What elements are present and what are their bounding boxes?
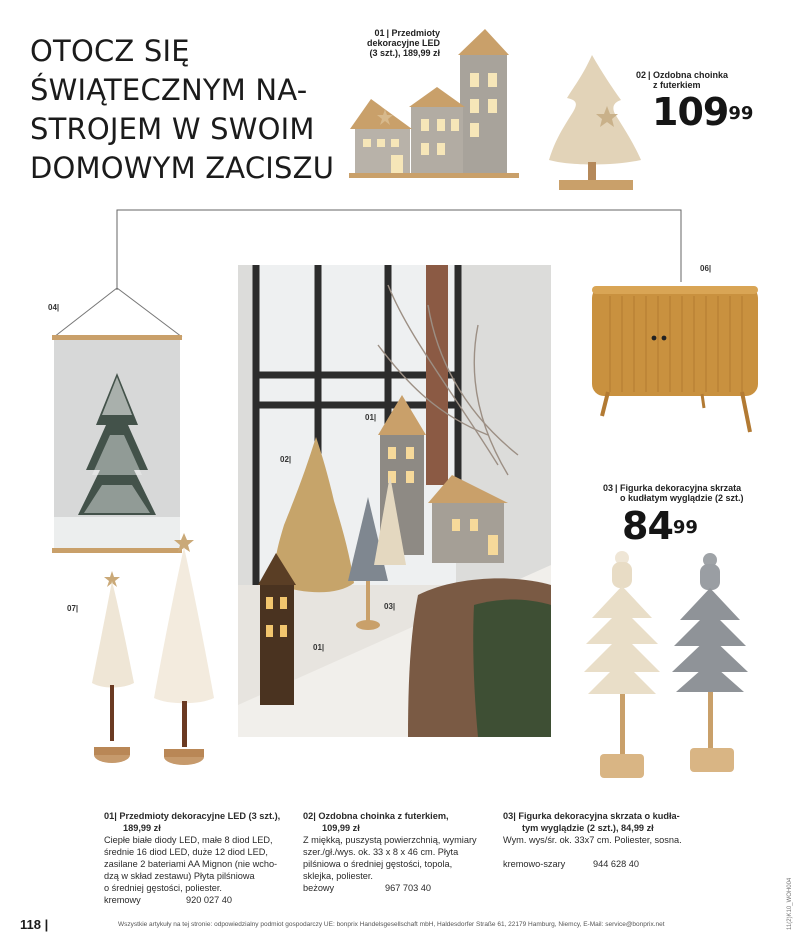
fur-tree-image[interactable] [545, 50, 645, 195]
product-03-title-2: o kudłatym wyglądzie (2 szt.) [620, 493, 744, 503]
photo-callout-01-top: 01| [365, 413, 377, 422]
description-01: 01| Przedmioty dekoracyjne LED (3 szt.), 189,99 zł Ciepłe białe diody LED, małe 8 diod LED, średnie 16 diod LED, duże 12 diod LED, zasilane 2 bateriami AA Mignon (nie wcho- dzą w skład zestawu) Płyta pilśniowa o średniej gęstości, poliester. kremowy 920 027 40 [104, 810, 304, 906]
product-06-label: 06| [700, 264, 712, 273]
description-01-body-4: dzą w skład zestawu) Płyta pilśniowa [104, 871, 255, 881]
description-02: 02| Ozdobna choinka z futerkiem, 109,99 zł Z miękką, puszystą powierzchnią, wymiary szer./gł./wys. ok. 33 x 8 x 46 cm. Płyta pilśniowa o średniej gęstości, topola, sklejka, poliester. beżowy 967 703 40 [303, 810, 503, 894]
product-02-title-2: z futerkiem [653, 80, 701, 90]
product-02-number: 02 [636, 70, 647, 80]
description-03-body-1: Wym. wys/śr. ok. 33x7 cm. Poliester, sosna. [503, 835, 682, 845]
product-03-price-cents: 99 [672, 517, 698, 538]
photo-callout-01-bottom: 01| [313, 643, 325, 652]
product-07-label: 07| [67, 604, 79, 613]
description-01-variant: kremowy [104, 895, 141, 905]
description-02-title-1: Ozdobna choinka z futerkiem, [318, 811, 449, 821]
gnome-figures-image[interactable] [578, 548, 753, 783]
product-03-label: 03 | Figurka dekoracyjna skrzata o kudłatym wyglądzie (2 szt.) [603, 483, 744, 503]
product-03-title-1: Figurka dekoracyjna skrzata [620, 483, 742, 493]
product-02-price-cents: 99 [728, 103, 754, 124]
description-03-num: 03 [503, 811, 514, 821]
page-headline [30, 32, 335, 188]
description-01-body-5: o średniej gęstości, poliester. [104, 883, 222, 893]
page-number: 118 | [20, 917, 49, 932]
fur-trees-pair-image[interactable] [84, 533, 219, 773]
description-01-title-2: 189,99 zł [123, 823, 161, 833]
product-01-title-2: dekoracyjne LED [366, 38, 440, 48]
photo-callout-03-num: 03 [384, 602, 393, 611]
description-03-title-1: Figurka dekoracyjna skrzata o kudła- [518, 811, 680, 821]
description-01-num: 01 [104, 811, 115, 821]
description-02-body-1: Z miękką, puszystą powierzchnią, wymiary [303, 835, 477, 845]
headline-line-2: ŚWIĄTECZNYM NA- [30, 73, 308, 107]
product-04-label: 04| [48, 303, 60, 312]
product-02-price [652, 92, 753, 132]
product-01-title-3: (3 szt.), 189,99 zł [369, 48, 440, 58]
product-07-number: 07 [67, 604, 76, 613]
headline-line-4: DOMOWYM ZACISZU [30, 151, 335, 185]
description-03-title-2: tym wyglądzie (2 szt.), 84,99 zł [522, 823, 654, 833]
wall-hanging-image[interactable] [50, 285, 186, 560]
headline-line-3: STROJEM W SWOIM [30, 112, 315, 146]
led-houses-image[interactable] [345, 25, 525, 180]
sideboard-image[interactable] [590, 282, 762, 438]
footer-legal-text: Wszystkie artykuły na tej stronie: odpowiedzialny podmiot gospodarczy UE: bonprix Handelsgesellschaft mbH, Haldesdorfer Straße 61, 22179 Hamburg, Niemcy, E-Mail: service@bonprix.net [118, 921, 665, 928]
product-01-title-1: Przedmioty [391, 28, 440, 38]
description-02-variant: beżowy [303, 883, 335, 893]
product-04-number: 04 [48, 303, 57, 312]
description-02-num: 02 [303, 811, 314, 821]
side-catalog-code: 11(2)K10_WOH004 [787, 877, 793, 930]
product-02-label: 02 | Ozdobna choinka z futerkiem [636, 70, 729, 90]
product-06-number: 06 [700, 264, 709, 273]
description-03-variant: kremowo-szary [503, 859, 566, 869]
page-number-value: 118 [20, 917, 41, 932]
photo-callout-01-top-num: 01 [365, 413, 374, 422]
product-03-price-main: 84 [622, 504, 673, 548]
description-02-body-3: pilśniowa o średniej gęstości, topola, [303, 859, 453, 869]
product-03-price [622, 506, 698, 546]
product-03-number: 03 [603, 483, 614, 493]
product-02-title-1: Ozdobna choinka [653, 70, 729, 80]
headline-line-1: OTOCZ SIĘ [30, 34, 190, 68]
description-02-body-2: szer./gł./wys. ok. 33 x 8 x 46 cm. Płyta [303, 847, 459, 857]
photo-callout-01-bottom-num: 01 [313, 643, 322, 652]
description-01-body-2: średnie 16 diod LED, duże 12 diod LED, [104, 847, 268, 857]
product-02-price-main: 109 [652, 90, 729, 134]
lifestyle-photo[interactable] [238, 265, 551, 737]
description-02-body-4: sklejka, poliester. [303, 871, 373, 881]
description-03: 03| Figurka dekoracyjna skrzata o kudła- tym wyglądzie (2 szt.), 84,99 zł Wym. wys/śr. ok. 33x7 cm. Poliester, sosna. kremowo-szary 944 628 40 [503, 810, 713, 870]
product-01-label: 01 | Przedmioty dekoracyjne LED (3 szt.), 189,99 zł [352, 28, 440, 58]
description-02-title-2: 109,99 zł [322, 823, 360, 833]
description-01-body-1: Ciepłe białe diody LED, małe 8 diod LED, [104, 835, 273, 845]
photo-callout-02-num: 02 [280, 455, 289, 464]
description-01-title-1: Przedmioty dekoracyjne LED (3 szt.), [119, 811, 281, 821]
product-01-number: 01 [374, 28, 385, 38]
photo-callout-03: 03| [384, 602, 396, 611]
description-02-code: 967 703 40 [385, 883, 431, 893]
photo-callout-02: 02| [280, 455, 292, 464]
description-01-body-3: zasilane 2 bateriami AA Mignon (nie wcho- [104, 859, 278, 869]
description-03-code: 944 628 40 [593, 859, 639, 869]
description-01-code: 920 027 40 [186, 895, 232, 905]
